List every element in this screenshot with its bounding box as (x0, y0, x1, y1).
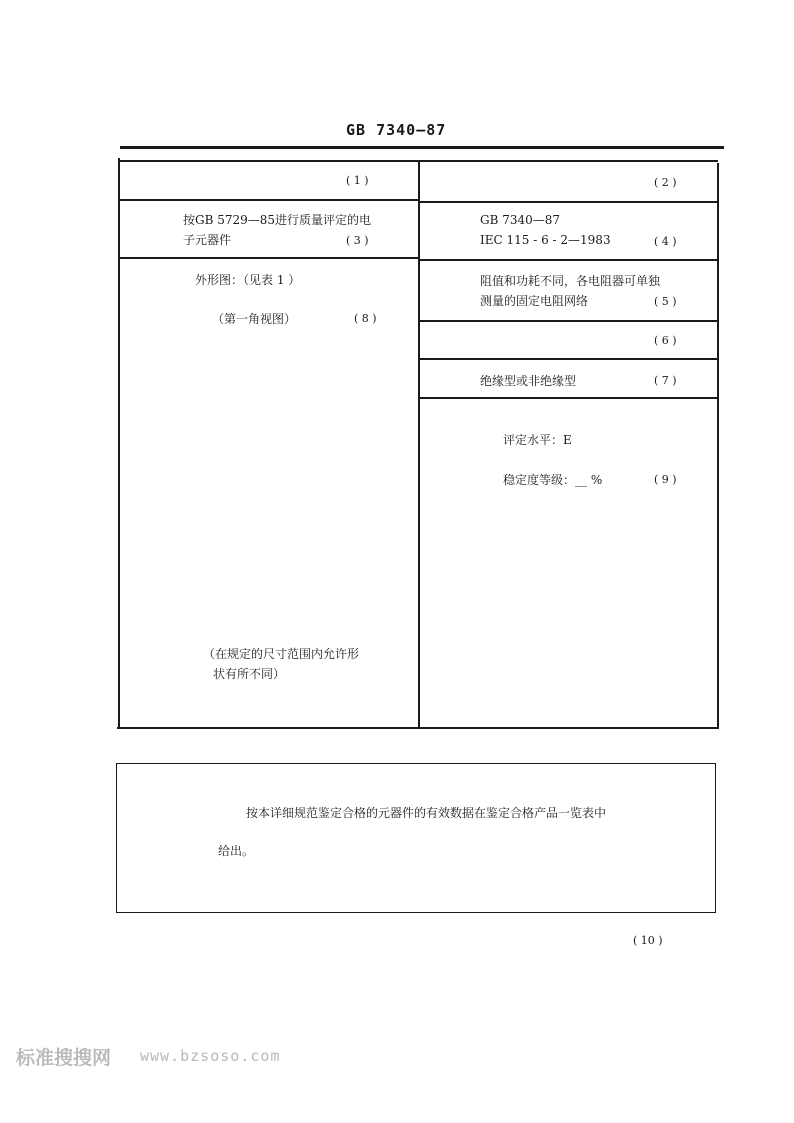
row-line-3-right (419, 320, 718, 322)
table-top-border (118, 160, 718, 162)
cell-9-assessment-level: 评定水平：E (503, 433, 572, 447)
table-center-divider (418, 160, 420, 729)
qualification-note-box (116, 763, 716, 913)
row-line-4-right (419, 358, 718, 360)
cell-5-line2: 测量的固定电阻网络 (480, 294, 589, 308)
box-10-number: ( 10 ) (633, 934, 663, 947)
row-line-2-left (119, 257, 419, 259)
cell-8-outline-label: 外形图：（见表 1 ） (195, 273, 301, 287)
cell-4-line2: IEC 115 - 6 - 2—1983 (480, 233, 611, 247)
table-right-border (717, 163, 719, 729)
cell-2-number: ( 2 ) (654, 176, 677, 189)
cell-5-number: ( 5 ) (654, 295, 677, 308)
row-line-5-right (419, 397, 718, 399)
cell-9-stability-class: 稳定度等级：__ % (503, 473, 603, 487)
cell-3-line1: 按GB 5729—85进行质量评定的电 (183, 213, 372, 227)
cell-7-text: 绝缘型或非绝缘型 (480, 374, 577, 388)
row-line-2-right (419, 259, 718, 261)
cell-6-number: ( 6 ) (654, 334, 677, 347)
cell-8-view-label: （第一角视图） (212, 312, 297, 326)
watermark-site-name: 标准搜搜网 (16, 1047, 112, 1069)
table-left-border (118, 158, 120, 729)
row-line-1-left (119, 199, 419, 201)
cell-7-number: ( 7 ) (654, 374, 677, 387)
cell-5-line1: 阻值和功耗不同，各电阻器可单独 (480, 274, 661, 288)
cell-9-number: ( 9 ) (654, 473, 677, 486)
row-line-1-right (419, 201, 718, 203)
cell-1-number: ( 1 ) (346, 174, 369, 187)
cell-8-number: ( 8 ) (354, 312, 377, 325)
cell-3-line2: 子元器件 (183, 233, 232, 247)
header-rule (120, 146, 724, 149)
box-10-line2: 给出。 (218, 844, 255, 858)
cell-8-note-line2: 状有所不同） (213, 667, 286, 681)
cell-4-line1: GB 7340—87 (480, 213, 561, 227)
table-bottom-border (117, 727, 718, 729)
watermark-url: www.bzsoso.com (140, 1047, 281, 1065)
cell-4-number: ( 4 ) (654, 235, 677, 248)
cell-8-note-line1: （在规定的尺寸范围内允许形 (203, 647, 360, 661)
box-10-line1: 按本详细规范鉴定合格的元器件的有效数据在鉴定合格产品一览表中 (246, 806, 607, 820)
standard-code-header: GB 7340—87 (346, 121, 447, 139)
cell-3-number: ( 3 ) (346, 234, 369, 247)
